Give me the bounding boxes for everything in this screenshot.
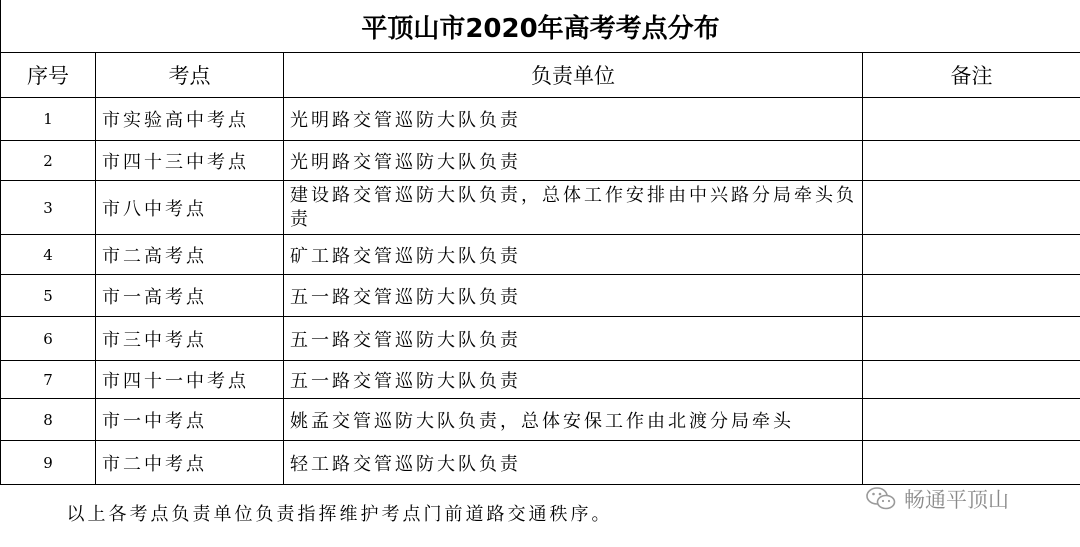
row-remark: [863, 361, 1080, 399]
row-site: 市实验高中考点: [96, 98, 284, 141]
header-site: 考点: [96, 53, 284, 98]
row-unit: 五一路交管巡防大队负责: [284, 361, 863, 399]
table-row: [1, 181, 1080, 235]
row-unit: 光明路交管巡防大队负责: [284, 98, 863, 141]
table-row: [1, 317, 1080, 361]
row-site: 市四十一中考点: [96, 361, 284, 399]
header-remark: 备注: [863, 53, 1080, 98]
row-unit: 轻工路交管巡防大队负责: [284, 441, 863, 485]
row-unit: 光明路交管巡防大队负责: [284, 141, 863, 181]
table-row: [1, 275, 1080, 317]
row-no: 6: [1, 317, 96, 361]
row-remark: [863, 98, 1080, 141]
watermark-text: 畅通平顶山: [904, 488, 1009, 512]
row-remark: [863, 317, 1080, 361]
row-remark: [863, 235, 1080, 275]
row-site: 市一中考点: [96, 399, 284, 441]
table-row: [1, 235, 1080, 275]
table-row: [1, 361, 1080, 399]
row-no: 1: [1, 98, 96, 141]
row-site: 市八中考点: [96, 181, 284, 235]
footnote: 以上各考点负责单位负责指挥维护考点门前道路交通秩序。: [1, 485, 1080, 542]
row-no: 2: [1, 141, 96, 181]
header-unit: 负责单位: [284, 53, 863, 98]
row-unit: 五一路交管巡防大队负责: [284, 317, 863, 361]
row-no: 4: [1, 235, 96, 275]
row-unit: 建设路交管巡防大队负责，总体工作安排由中兴路分局牵头负责: [284, 181, 863, 235]
table-row: [1, 98, 1080, 141]
row-site: 市一高考点: [96, 275, 284, 317]
row-unit: 矿工路交管巡防大队负责: [284, 235, 863, 275]
row-remark: [863, 441, 1080, 485]
row-unit: 姚孟交管巡防大队负责，总体安保工作由北渡分局牵头: [284, 399, 863, 441]
row-remark: [863, 141, 1080, 181]
row-remark: [863, 399, 1080, 441]
row-no: 3: [1, 181, 96, 235]
row-site: 市三中考点: [96, 317, 284, 361]
row-remark: [863, 181, 1080, 235]
row-site: 市二高考点: [96, 235, 284, 275]
table-row: [1, 441, 1080, 485]
header-no: 序号: [1, 53, 96, 98]
watermark: [866, 484, 1009, 514]
row-unit: 五一路交管巡防大队负责: [284, 275, 863, 317]
row-remark: [863, 275, 1080, 317]
row-no: 7: [1, 361, 96, 399]
row-no: 5: [1, 275, 96, 317]
wechat-icon: [866, 486, 896, 512]
row-site: 市四十三中考点: [96, 141, 284, 181]
header-row: [1, 53, 1080, 98]
row-no: 8: [1, 399, 96, 441]
table-title: 平顶山市2020年高考考点分布: [1, 0, 1080, 53]
row-no: 9: [1, 441, 96, 485]
table-row: [1, 399, 1080, 441]
table-row: [1, 141, 1080, 181]
row-site: 市二中考点: [96, 441, 284, 485]
